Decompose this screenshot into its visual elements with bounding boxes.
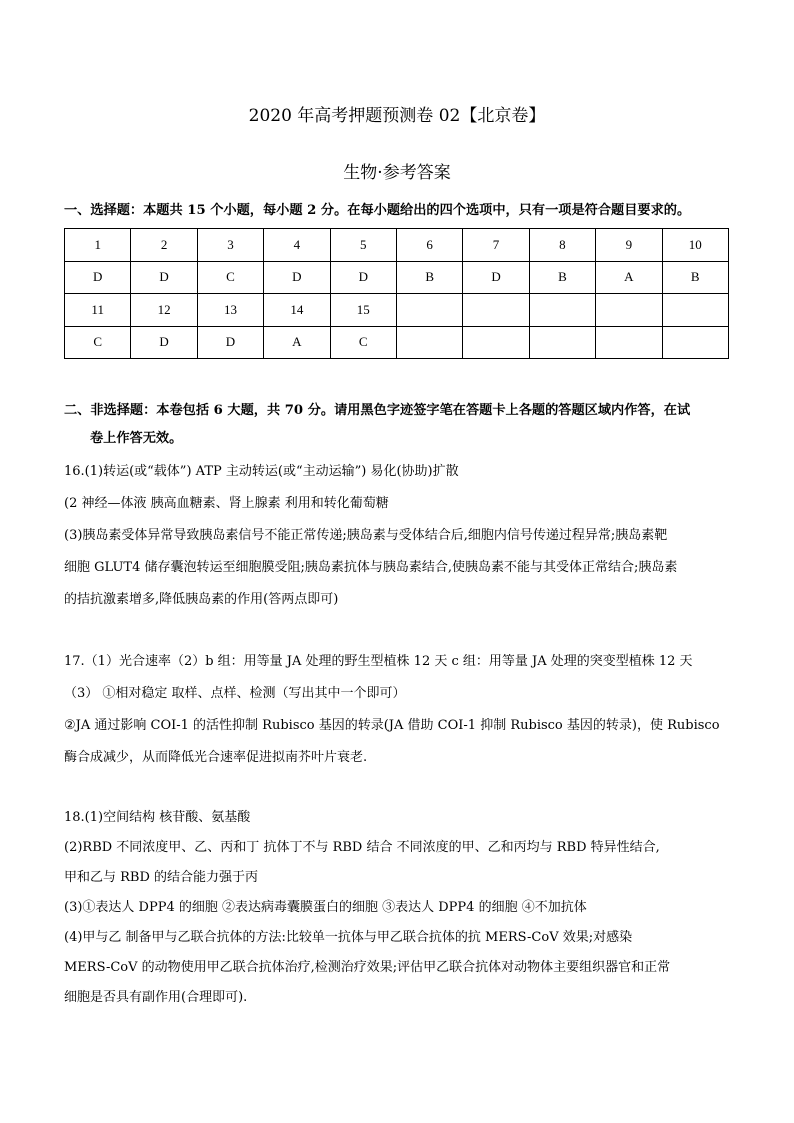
section-heading-free-response	[64, 397, 730, 453]
table-cell: B	[662, 261, 728, 294]
answer-q17	[64, 646, 732, 774]
table-row	[65, 326, 729, 359]
table-cell: D	[65, 261, 131, 294]
section-heading-line: 二、非选择题：本卷包括 6 大题，共 70 分。请用黑色字迹签字笔在答题卡上各题的答题区域内作答，在试	[64, 403, 691, 418]
table-cell: 14	[264, 294, 330, 327]
table-cell: 9	[596, 229, 662, 262]
page-title: 2020 年高考押题预测卷 02【北京卷】	[248, 106, 546, 126]
table-cell	[596, 294, 662, 327]
table-cell: D	[197, 326, 263, 359]
table-cell: 5	[330, 229, 396, 262]
table-row	[65, 261, 729, 294]
table-cell: A	[264, 326, 330, 359]
answer-line: 细胞是否具有副作用(合理即可).	[64, 990, 248, 1005]
table-cell: D	[131, 261, 197, 294]
answer-line: (3)胰岛素受体异常导致胰岛素信号不能正常传递;胰岛素与受体结合后,细胞内信号传递过程异常;胰岛素靶	[64, 528, 668, 543]
table-cell: A	[596, 261, 662, 294]
answer-table	[64, 228, 729, 359]
table-cell	[396, 326, 462, 359]
table-cell	[596, 326, 662, 359]
table-cell: 1	[65, 229, 131, 262]
table-cell: D	[264, 261, 330, 294]
table-cell: 7	[463, 229, 529, 262]
section-heading-line: 卷上作答无效。	[90, 431, 183, 446]
table-cell: B	[396, 261, 462, 294]
answer-q18	[64, 803, 732, 1013]
answer-line: 酶合成减少，从而降低光合速率促进拟南芥叶片衰老.	[64, 750, 368, 765]
answer-line: MERS-CoV 的动物使用甲乙联合抗体治疗,检测治疗效果;评估甲乙联合抗体对动物体主要组织器官和正常	[64, 960, 671, 975]
page-subtitle: 生物·参考答案	[343, 163, 451, 183]
answer-line: (4)甲与乙 制备甲与乙联合抗体的方法:比较单一抗体与甲乙联合抗体的抗 MERS-CoV 效果;对感染	[64, 930, 633, 945]
table-cell: C	[65, 326, 131, 359]
table-cell: 8	[529, 229, 595, 262]
table-cell: 13	[197, 294, 263, 327]
table-cell	[662, 294, 728, 327]
table-cell	[529, 294, 595, 327]
answer-q16	[64, 456, 732, 616]
table-cell: 3	[197, 229, 263, 262]
table-row	[65, 294, 729, 327]
table-cell	[529, 326, 595, 359]
table-cell: 12	[131, 294, 197, 327]
table-cell: 4	[264, 229, 330, 262]
table-cell	[463, 294, 529, 327]
answer-line: (2)RBD 不同浓度甲、乙、丙和丁 抗体丁不与 RBD 结合 不同浓度的甲、乙和丙均与 RBD 特异性结合,	[64, 840, 660, 855]
section-heading-multiple-choice: 一、选择题：本题共 15 个小题，每小题 2 分。在每小题给出的四个选项中，只有一项是符合题目要求的。	[64, 203, 691, 218]
table-cell: 11	[65, 294, 131, 327]
table-cell: D	[330, 261, 396, 294]
answer-line: （3） ①相对稳定 取样、点样、检测（写出其中一个即可）	[64, 686, 406, 701]
table-cell: D	[463, 261, 529, 294]
answer-line: 18.(1)空间结构 核苷酸、氨基酸	[64, 810, 251, 825]
table-cell	[662, 326, 728, 359]
answer-line: 甲和乙与 RBD 的结合能力强于丙	[64, 870, 259, 885]
answer-line: 细胞 GLUT4 储存囊泡转运至细胞膜受阻;胰岛素抗体与胰岛素结合,使胰岛素不能与其受体正常结合;胰岛素	[64, 560, 678, 575]
answer-line: (3)①表达人 DPP4 的细胞 ②表达病毒囊膜蛋白的细胞 ③表达人 DPP4 的细胞 ④不加抗体	[64, 900, 587, 915]
table-cell: 15	[330, 294, 396, 327]
table-cell: 2	[131, 229, 197, 262]
answer-line: 17.（1）光合速率（2）b 组：用等量 JA 处理的野生型植株 12 天 c 组：用等量 JA 处理的突变型植株 12 天	[64, 654, 693, 669]
table-cell: B	[529, 261, 595, 294]
answer-line: 的拮抗激素增多,降低胰岛素的作用(答两点即可)	[64, 592, 339, 607]
answer-line: ②JA 通过影响 COI-1 的活性抑制 Rubisco 基因的转录(JA 借助 COI-1 抑制 Rubisco 基因的转录)，使 Rubisco	[64, 718, 720, 733]
table-cell: 6	[396, 229, 462, 262]
table-cell: C	[197, 261, 263, 294]
table-cell: D	[131, 326, 197, 359]
table-row	[65, 229, 729, 262]
table-cell	[396, 294, 462, 327]
table-cell	[463, 326, 529, 359]
table-cell: C	[330, 326, 396, 359]
answer-line: 16.(1)转运(或“载体”) ATP 主动转运(或“主动运输”) 易化(协助)扩散	[64, 464, 459, 479]
answer-line: (2 神经—体液 胰高血糖素、肾上腺素 利用和转化葡萄糖	[64, 496, 389, 511]
table-cell: 10	[662, 229, 728, 262]
